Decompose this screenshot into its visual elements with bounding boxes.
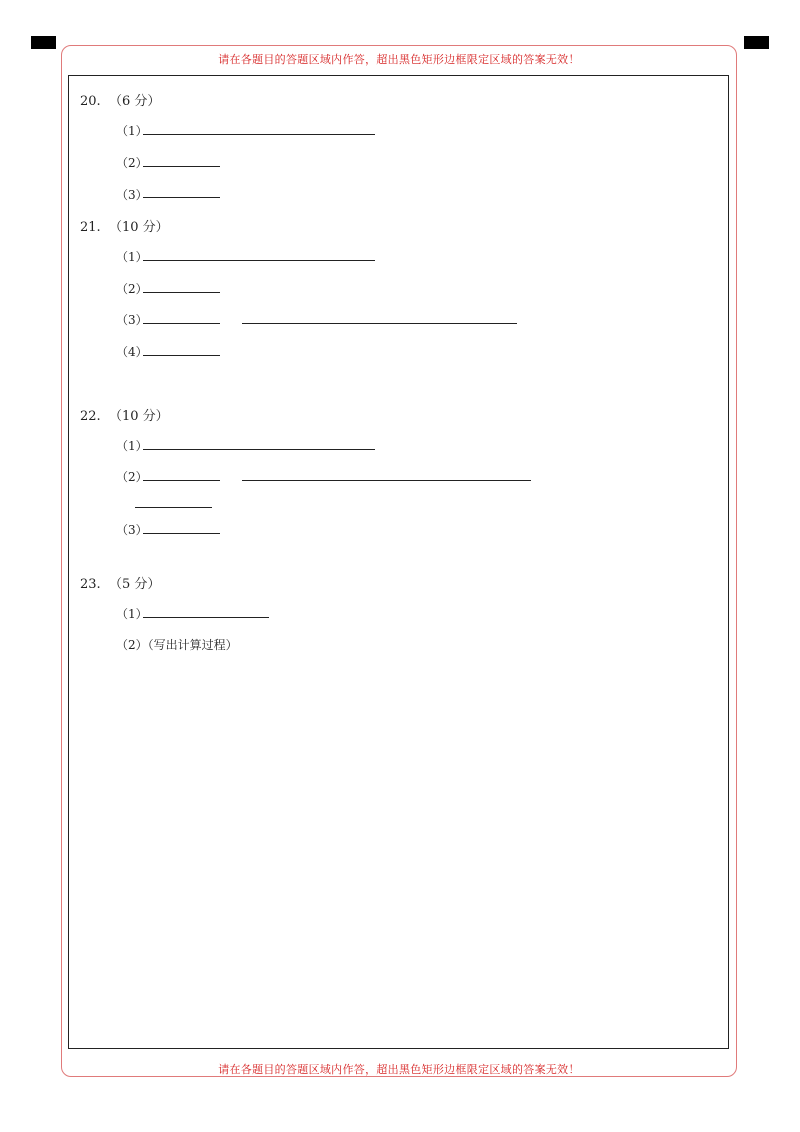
question-23-header	[80, 573, 160, 592]
question-23-part-2	[116, 636, 238, 653]
question-number: 22.	[80, 409, 101, 424]
answer-blank[interactable]	[143, 355, 220, 356]
question-20-header	[80, 90, 160, 109]
answer-blank[interactable]	[143, 197, 220, 198]
part-label: （2）	[116, 282, 148, 296]
answer-blank[interactable]	[143, 617, 269, 618]
part-label: （1）	[116, 439, 148, 453]
question-points: （5 分）	[108, 577, 161, 592]
part-label: （1）	[116, 124, 148, 138]
answer-blank[interactable]	[135, 507, 212, 508]
answer-blank[interactable]	[242, 480, 531, 481]
question-points: （6 分）	[108, 94, 161, 109]
answer-blank[interactable]	[143, 449, 375, 450]
part-label: （2）	[116, 638, 148, 652]
question-points: （10 分）	[108, 220, 169, 235]
part-label: （3）	[116, 313, 148, 327]
part-label: （4）	[116, 345, 148, 359]
part-label: （1）	[116, 607, 148, 621]
question-21-header	[80, 216, 169, 235]
warning-notice-bottom: 请在各题目的答题区域内作答，超出黑色矩形边框限定区域的答案无效！	[218, 1063, 580, 1076]
part-label: （3）	[116, 188, 148, 202]
answer-blank[interactable]	[143, 166, 220, 167]
answer-blank[interactable]	[143, 323, 220, 324]
answer-blank[interactable]	[143, 292, 220, 293]
part-label: （2）	[116, 470, 148, 484]
question-number: 20.	[80, 94, 101, 109]
question-number: 21.	[80, 220, 101, 235]
answer-blank[interactable]	[143, 480, 220, 481]
answer-blank[interactable]	[143, 260, 375, 261]
question-points: （10 分）	[108, 409, 169, 424]
answer-blank[interactable]	[242, 323, 517, 324]
alignment-marker-right	[744, 36, 769, 49]
answer-blank[interactable]	[143, 134, 375, 135]
part-label: （3）	[116, 523, 148, 537]
alignment-marker-left	[31, 36, 56, 49]
part-label: （1）	[116, 250, 148, 264]
part-label: （2）	[116, 156, 148, 170]
part-instruction: （写出计算过程）	[147, 638, 238, 652]
warning-notice-top: 请在各题目的答题区域内作答，超出黑色矩形边框限定区域的答案无效！	[218, 53, 580, 66]
answer-blank[interactable]	[143, 533, 220, 534]
question-number: 23.	[80, 577, 101, 592]
question-22-header	[80, 405, 169, 424]
